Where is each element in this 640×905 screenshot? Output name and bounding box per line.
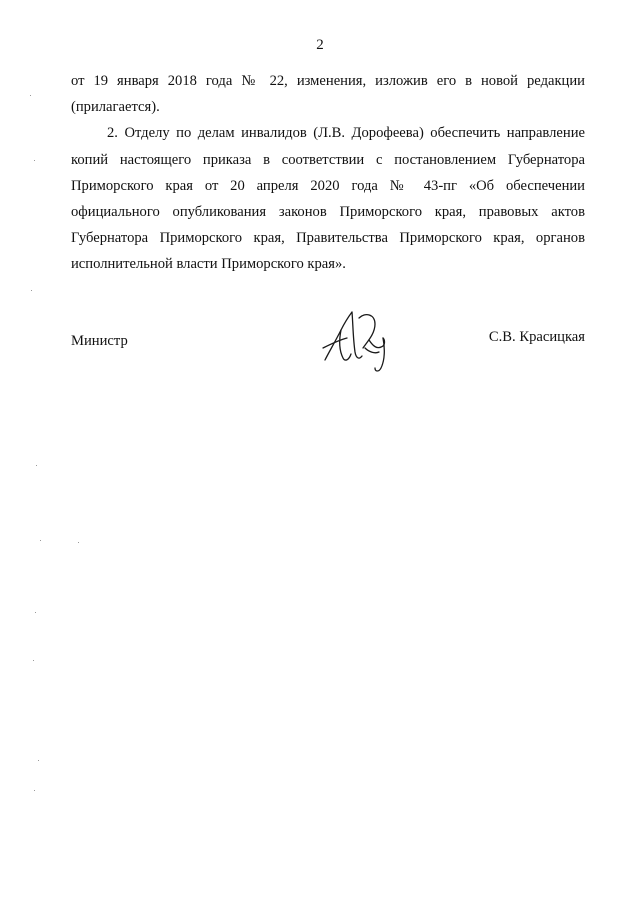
signer-position: Министр: [71, 333, 128, 349]
handwritten-signature-icon: [319, 308, 399, 374]
paragraph-continuation: от 19 января 2018 года № 22, изменения, изложив его в новой редакции (прилагается).: [71, 73, 585, 116]
signature-block: [71, 328, 585, 378]
document-body: [71, 68, 585, 278]
signer-name: С.В. Красицкая: [488, 329, 585, 345]
page-number: 2: [316, 37, 324, 53]
paragraph-item-2: 2. Отделу по делам инвалидов (Л.В. Дорофеева) обеспечить направление копий настоящего приказа в соответствии с постановлением Губернатора Приморского края от 20 апреля 2020 года № 43-пг «Об обеспечении официального опубликования законов Приморского края, правовых актов Губернатора Приморского края, Правительства Приморского края, органов исполнительной власти Приморского края».: [71, 125, 585, 273]
